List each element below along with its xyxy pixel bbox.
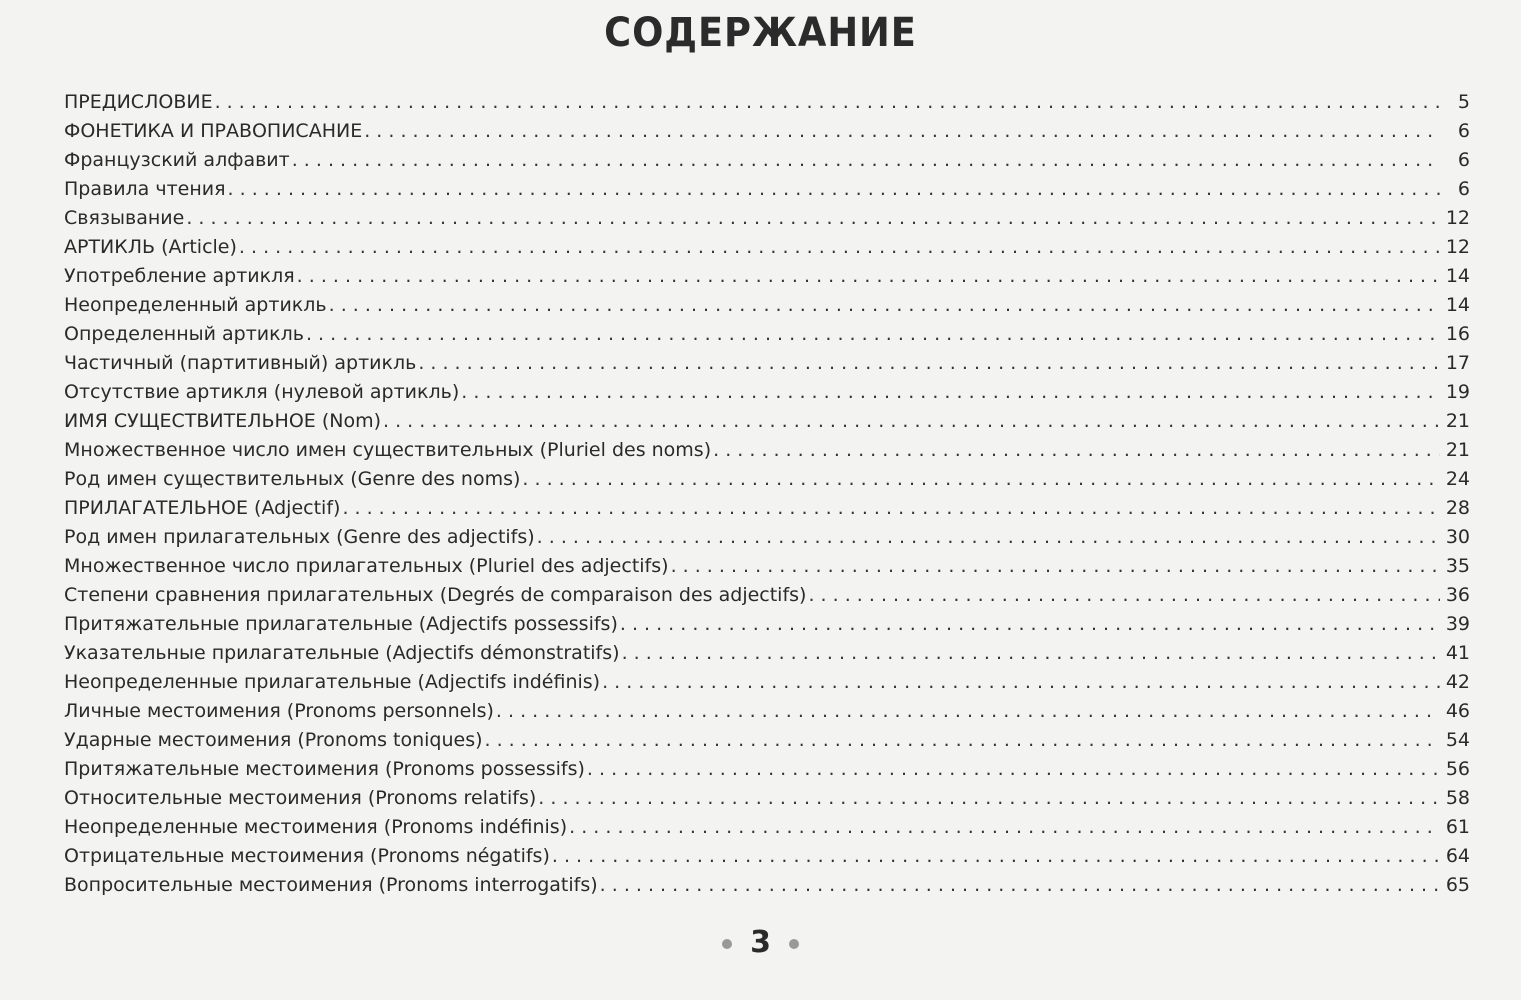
toc-entry-label: Частичный (партитивный) артикль [64, 352, 417, 374]
toc-entry-label: Неопределенный артикль [64, 294, 327, 316]
toc-leader-dots [587, 755, 1440, 784]
toc-leader-dots [364, 117, 1440, 146]
toc-leader-dots [186, 204, 1440, 233]
toc-leader-dots [292, 146, 1440, 175]
toc-entry-label: Употребление артикля [64, 265, 295, 287]
toc-entry-label: ПРИЛАГАТЕЛЬНОЕ (Adjectif) [64, 497, 341, 519]
toc-leader-dots [537, 523, 1440, 552]
toc-entry-page: 30 [1445, 526, 1470, 548]
toc-entry-label: Относительные местоимения (Pronoms relatifs) [64, 787, 537, 809]
toc-entry-page: 64 [1445, 845, 1470, 867]
toc-leader-dots [713, 436, 1440, 465]
toc-leader-dots [485, 726, 1440, 755]
toc-entry[interactable] [64, 378, 1470, 407]
toc-entry-label: Указательные прилагательные (Adjectifs démonstratifs) [64, 642, 620, 664]
toc-leader-dots [496, 697, 1440, 726]
toc-entry-page: 46 [1445, 700, 1470, 722]
toc-leader-dots [418, 349, 1440, 378]
toc-leader-dots [671, 552, 1440, 581]
toc-entry-page: 39 [1445, 613, 1470, 635]
toc-entry[interactable] [64, 146, 1470, 175]
toc-entry[interactable] [64, 639, 1470, 668]
toc-entry-page: 6 [1457, 178, 1470, 200]
toc-entry-page: 14 [1445, 294, 1470, 316]
toc-entry-label: Неопределенные местоимения (Pronoms indéfinis) [64, 816, 568, 838]
toc-leader-dots [228, 175, 1440, 204]
toc-entry-page: 24 [1445, 468, 1470, 490]
toc-entry[interactable] [64, 175, 1470, 204]
toc-leader-dots [600, 871, 1440, 900]
toc-entry[interactable] [64, 668, 1470, 697]
toc-entry[interactable] [64, 407, 1470, 436]
toc-entry[interactable] [64, 726, 1470, 755]
toc-entry-page: 36 [1445, 584, 1470, 606]
toc-entry-page: 14 [1445, 265, 1470, 287]
toc-entry[interactable] [64, 842, 1470, 871]
toc-entry[interactable] [64, 784, 1470, 813]
toc-entry[interactable] [64, 117, 1470, 146]
page-title: СОДЕРЖАНИЕ [604, 10, 917, 56]
toc-leader-dots [215, 88, 1440, 117]
toc-entry[interactable] [64, 494, 1470, 523]
toc-entry-label: Вопросительные местоимения (Pronoms interrogatifs) [64, 874, 598, 896]
footer-bullet-right [789, 939, 799, 949]
toc-entry-page: 6 [1457, 120, 1470, 142]
toc-entry-label: Французский алфавит [64, 149, 290, 171]
toc-entry-label: Род имен существительных (Genre des noms) [64, 468, 521, 490]
toc-entry-label: Правила чтения [64, 178, 226, 200]
toc-entry[interactable] [64, 465, 1470, 494]
toc-leader-dots [342, 494, 1440, 523]
toc-leader-dots [602, 668, 1440, 697]
toc-entry-page: 56 [1445, 758, 1470, 780]
toc-entry[interactable] [64, 581, 1470, 610]
toc-entry-page: 61 [1445, 816, 1470, 838]
toc-entry-page: 21 [1445, 439, 1470, 461]
toc-entry-page: 28 [1445, 497, 1470, 519]
toc-entry-label: Отсутствие артикля (нулевой артикль) [64, 381, 460, 403]
toc-entry-label: Притяжательные прилагательные (Adjectifs possessifs) [64, 613, 618, 635]
toc-entry-label: Множественное число имен существительных (Pluriel des noms) [64, 439, 712, 461]
toc-entry-page: 6 [1457, 149, 1470, 171]
toc-entry[interactable] [64, 320, 1470, 349]
toc-entry-page: 17 [1445, 352, 1470, 374]
toc-leader-dots [383, 407, 1440, 436]
toc-entry[interactable] [64, 291, 1470, 320]
page-footer [0, 925, 1521, 960]
toc-entry-label: Неопределенные прилагательные (Adjectifs indéfinis) [64, 671, 601, 693]
toc-entry-page: 12 [1445, 236, 1470, 258]
toc-entry-label: Ударные местоимения (Pronoms toniques) [64, 729, 483, 751]
toc-entry-label: Определенный артикль [64, 323, 304, 345]
toc-leader-dots [522, 465, 1440, 494]
toc-leader-dots [297, 262, 1440, 291]
footer-bullet-left [722, 939, 732, 949]
toc-entry-label: Личные местоимения (Pronoms personnels) [64, 700, 494, 722]
toc-entry[interactable] [64, 262, 1470, 291]
toc-entry-page: 12 [1445, 207, 1470, 229]
toc-entry[interactable] [64, 871, 1470, 900]
toc-entry-label: Множественное число прилагательных (Pluriel des adjectifs) [64, 555, 669, 577]
toc-entry[interactable] [64, 610, 1470, 639]
toc-entry[interactable] [64, 523, 1470, 552]
footer-page-number: 3 [750, 925, 771, 960]
toc-entry-label: ФОНЕТИКА И ПРАВОПИСАНИЕ [64, 120, 363, 142]
toc-entry[interactable] [64, 697, 1470, 726]
toc-leader-dots [461, 378, 1440, 407]
toc-entry-page: 58 [1445, 787, 1470, 809]
toc-entry-label: Отрицательные местоимения (Pronoms négatifs) [64, 845, 550, 867]
toc-leader-dots [808, 581, 1440, 610]
table-of-contents [64, 88, 1470, 900]
toc-entry-label: ПРЕДИСЛОВИЕ [64, 91, 213, 113]
toc-leader-dots [329, 291, 1440, 320]
toc-entry-page: 42 [1445, 671, 1470, 693]
toc-entry[interactable] [64, 552, 1470, 581]
toc-entry-page: 5 [1457, 91, 1470, 113]
toc-entry-label: ИМЯ СУЩЕСТВИТЕЛЬНОЕ (Nom) [64, 410, 381, 432]
toc-entry-page: 65 [1445, 874, 1470, 896]
toc-entry-label: Род имен прилагательных (Genre des adjectifs) [64, 526, 535, 548]
toc-entry-page: 54 [1445, 729, 1470, 751]
toc-leader-dots [239, 233, 1440, 262]
toc-entry[interactable] [64, 233, 1470, 262]
toc-entry-label: Притяжательные местоимения (Pronoms possessifs) [64, 758, 585, 780]
toc-entry-page: 41 [1445, 642, 1470, 664]
toc-entry-label: АРТИКЛЬ (Article) [64, 236, 237, 258]
toc-leader-dots [306, 320, 1440, 349]
toc-entry[interactable] [64, 88, 1470, 117]
toc-entry[interactable] [64, 204, 1470, 233]
toc-entry[interactable] [64, 436, 1470, 465]
toc-entry-page: 19 [1445, 381, 1470, 403]
toc-entry-page: 16 [1445, 323, 1470, 345]
toc-entry[interactable] [64, 755, 1470, 784]
toc-entry[interactable] [64, 813, 1470, 842]
toc-leader-dots [620, 610, 1440, 639]
toc-leader-dots [569, 813, 1440, 842]
toc-entry-label: Связывание [64, 207, 185, 229]
toc-entry-page: 21 [1445, 410, 1470, 432]
toc-entry-page: 35 [1445, 555, 1470, 577]
toc-leader-dots [622, 639, 1440, 668]
toc-entry-label: Степени сравнения прилагательных (Degrés de comparaison des adjectifs) [64, 584, 807, 606]
toc-leader-dots [552, 842, 1440, 871]
toc-leader-dots [538, 784, 1440, 813]
toc-entry[interactable] [64, 349, 1470, 378]
